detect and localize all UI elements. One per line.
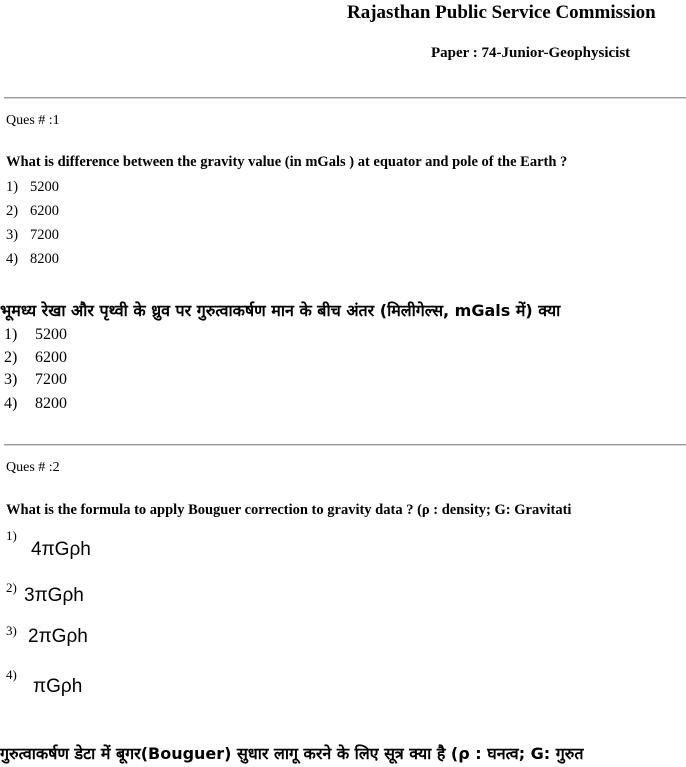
option-number: 3): [4, 371, 18, 388]
option-hindi: [4, 349, 67, 367]
header-title: Rajasthan Public Service Commission: [347, 2, 656, 23]
option-number: 4): [4, 395, 18, 412]
formula-option: πGρh: [33, 676, 83, 697]
divider: [4, 97, 686, 99]
option-text: 7200: [30, 227, 59, 243]
option-hindi: [4, 326, 67, 344]
paper-title: Paper : 74-Junior-Geophysicist: [431, 45, 631, 61]
option-text: 6200: [30, 203, 59, 219]
option-text: 5200: [30, 179, 59, 195]
option-number: 4): [6, 667, 17, 682]
option-number: 1): [6, 179, 19, 195]
option-number: 1): [6, 528, 17, 543]
option-hindi: [4, 371, 67, 389]
formula-option: 2πGρh: [28, 626, 88, 647]
option-number: 4): [6, 251, 19, 267]
question-text-english: What is the formula to apply Bouguer correction to gravity data ? (ρ : density; G: Gravitati: [6, 502, 572, 518]
option-number: 2): [4, 349, 18, 366]
option-text: 5200: [35, 326, 67, 343]
option-number: 1): [4, 326, 18, 343]
formula-option: 4πGρh: [31, 539, 91, 560]
option-english: [6, 179, 59, 196]
option-english: [6, 251, 59, 268]
option-number: 2): [6, 580, 17, 595]
option-text: 6200: [35, 349, 67, 366]
option-english: [6, 227, 59, 244]
option-number: 3): [6, 623, 17, 638]
question-label: Ques # :2: [6, 460, 60, 475]
option-hindi: [4, 395, 67, 413]
question-text-hindi: गुरुत्वाकर्षण डेटा में बूगर(Bouguer) सुधार लागू करने के लिए सूत्र क्या है (ρ : घनत्व; G: गुरुत: [0, 744, 584, 763]
option-english: [6, 203, 59, 220]
option-number: 2): [6, 203, 19, 219]
question-label: Ques # :1: [6, 113, 60, 128]
question-text-hindi: भूमध्य रेखा और पृथ्वी के ध्रुव पर गुरुत्वाकर्षण मान के बीच अंतर (मिलीगेल्स, mGals में) क्या: [0, 301, 561, 320]
divider: [4, 444, 686, 446]
formula-option: 3πGρh: [24, 585, 84, 606]
option-text: 8200: [30, 251, 59, 267]
option-text: 8200: [35, 395, 67, 412]
option-text: 7200: [35, 371, 67, 388]
option-number: 3): [6, 227, 19, 243]
question-text-english: What is difference between the gravity value (in mGals ) at equator and pole of the Earth ?: [6, 154, 568, 170]
